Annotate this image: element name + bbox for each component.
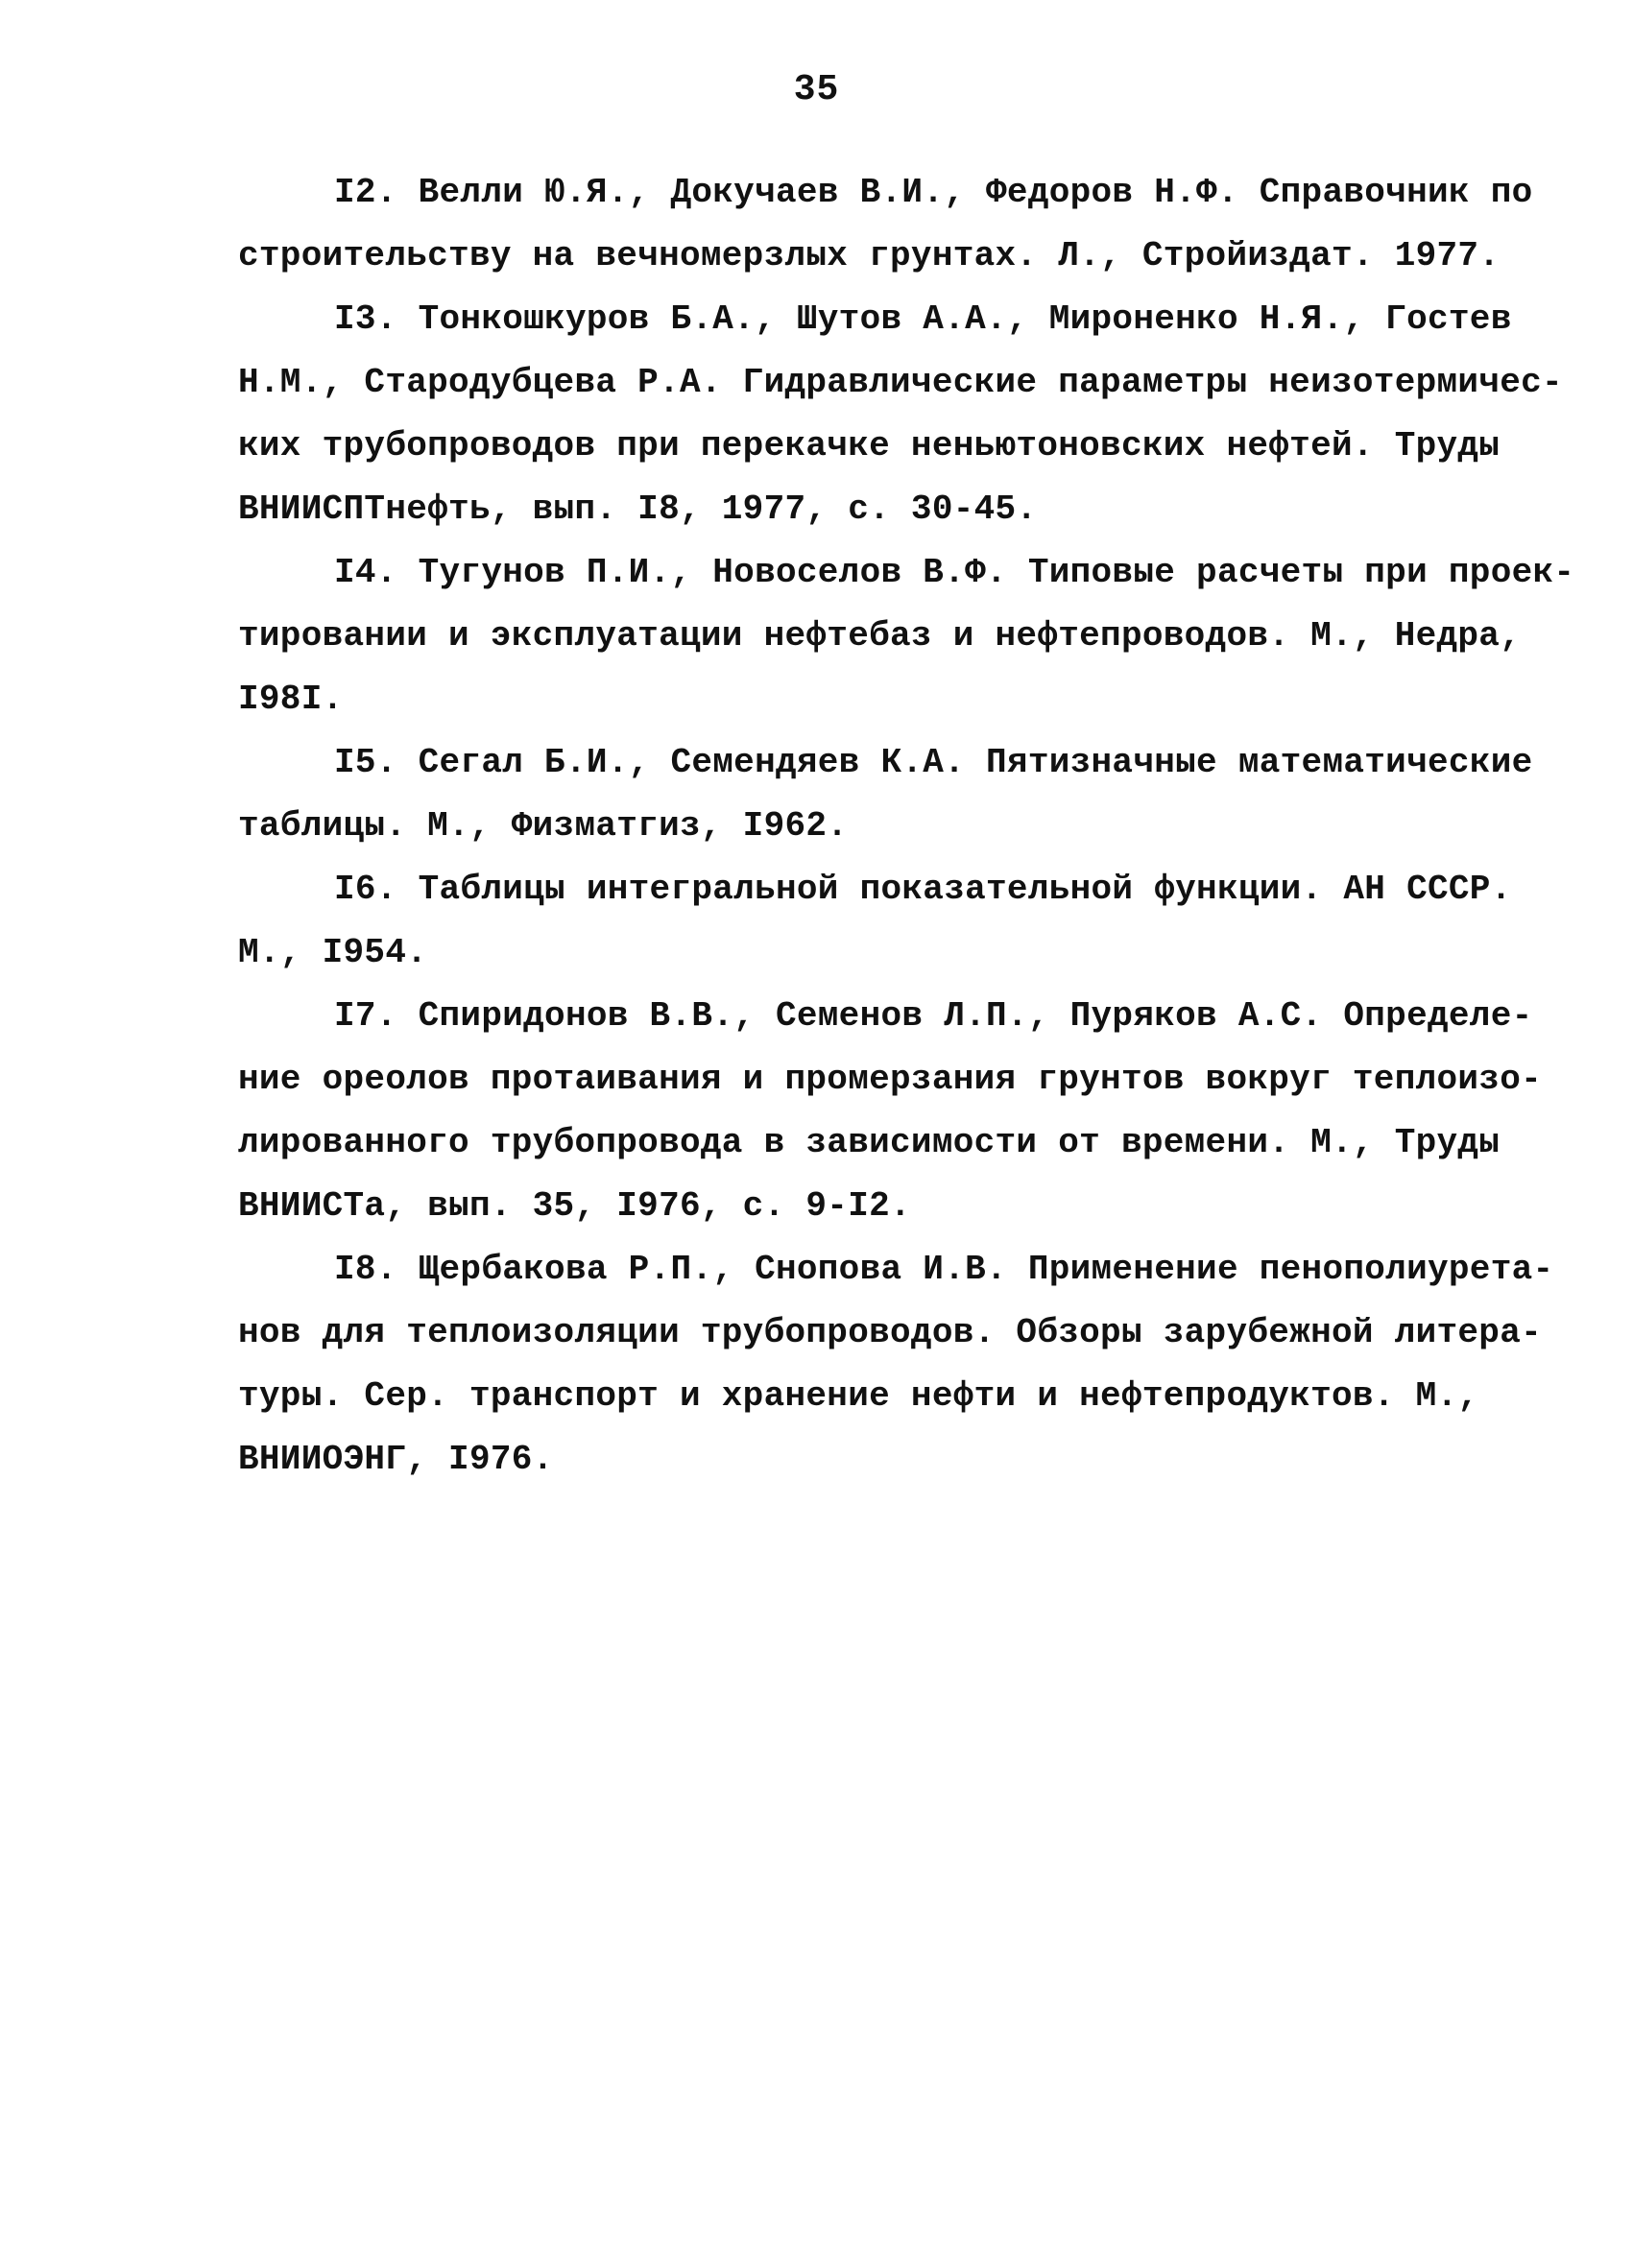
reference-item-16 [238, 858, 1512, 985]
reference-line: I4. Тугунов П.И., Новоселов В.Ф. Типовые расчеты при проек- [334, 553, 1575, 592]
reference-item-15 [238, 731, 1533, 858]
reference-item-13 [238, 288, 1563, 541]
reference-line: I7. Спиридонов В.В., Семенов Л.П., Пуряков А.С. Определе- [334, 996, 1533, 1036]
reference-item-12 [238, 161, 1533, 288]
reference-line: I6. Таблицы интегральной показательной функции. АН СССР. [334, 870, 1512, 909]
reference-line: I2. Велли Ю.Я., Докучаев В.И., Федоров Н.Ф. Справочник по [334, 173, 1533, 212]
reference-line: ние ореолов протаивания и промерзания грунтов вокруг теплоизо- [238, 1060, 1543, 1099]
page-number: 35 [793, 69, 840, 110]
reference-line: I8. Щербакова Р.П., Снопова И.В. Применение пенополиурета- [334, 1250, 1554, 1289]
reference-line: лированного трубопровода в зависимости от времени. М., Труды [238, 1123, 1501, 1162]
reference-line: строительству на вечномерзлых грунтах. Л., Стройиздат. 1977. [238, 236, 1501, 275]
reference-line: ких трубопроводов при перекачке неньютоновских нефтей. Труды [238, 426, 1501, 466]
reference-line: I98I. [238, 680, 344, 719]
reference-line: таблицы. М., Физматгиз, I962. [238, 806, 849, 846]
reference-line: нов для теплоизоляции трубопроводов. Обзоры зарубежной литера- [238, 1313, 1543, 1352]
reference-line: М., I954. [238, 933, 428, 972]
reference-line: туры. Сер. транспорт и хранение нефти и нефтепродуктов. М., [238, 1376, 1479, 1416]
reference-item-17 [238, 985, 1543, 1238]
reference-line: тировании и эксплуатации нефтебаз и нефтепроводов. М., Недра, [238, 616, 1522, 656]
reference-item-18 [238, 1238, 1554, 1492]
reference-line: I3. Тонкошкуров Б.А., Шутов А.А., Мироненко Н.Я., Гостев [334, 299, 1512, 339]
reference-list [238, 161, 1575, 1492]
reference-line: I5. Сегал Б.И., Семендяев К.А. Пятизначные математические [334, 743, 1533, 782]
reference-line: ВНИИОЭНГ, I976. [238, 1440, 554, 1479]
reference-line: Н.М., Стародубцева Р.А. Гидравлические параметры неизотермичес- [238, 363, 1563, 402]
reference-line: ВНИИСТа, вып. 35, I976, с. 9-I2. [238, 1186, 911, 1226]
reference-line: ВНИИСПТнефть, вып. I8, 1977, с. 30-45. [238, 489, 1038, 529]
reference-item-14 [238, 541, 1575, 731]
